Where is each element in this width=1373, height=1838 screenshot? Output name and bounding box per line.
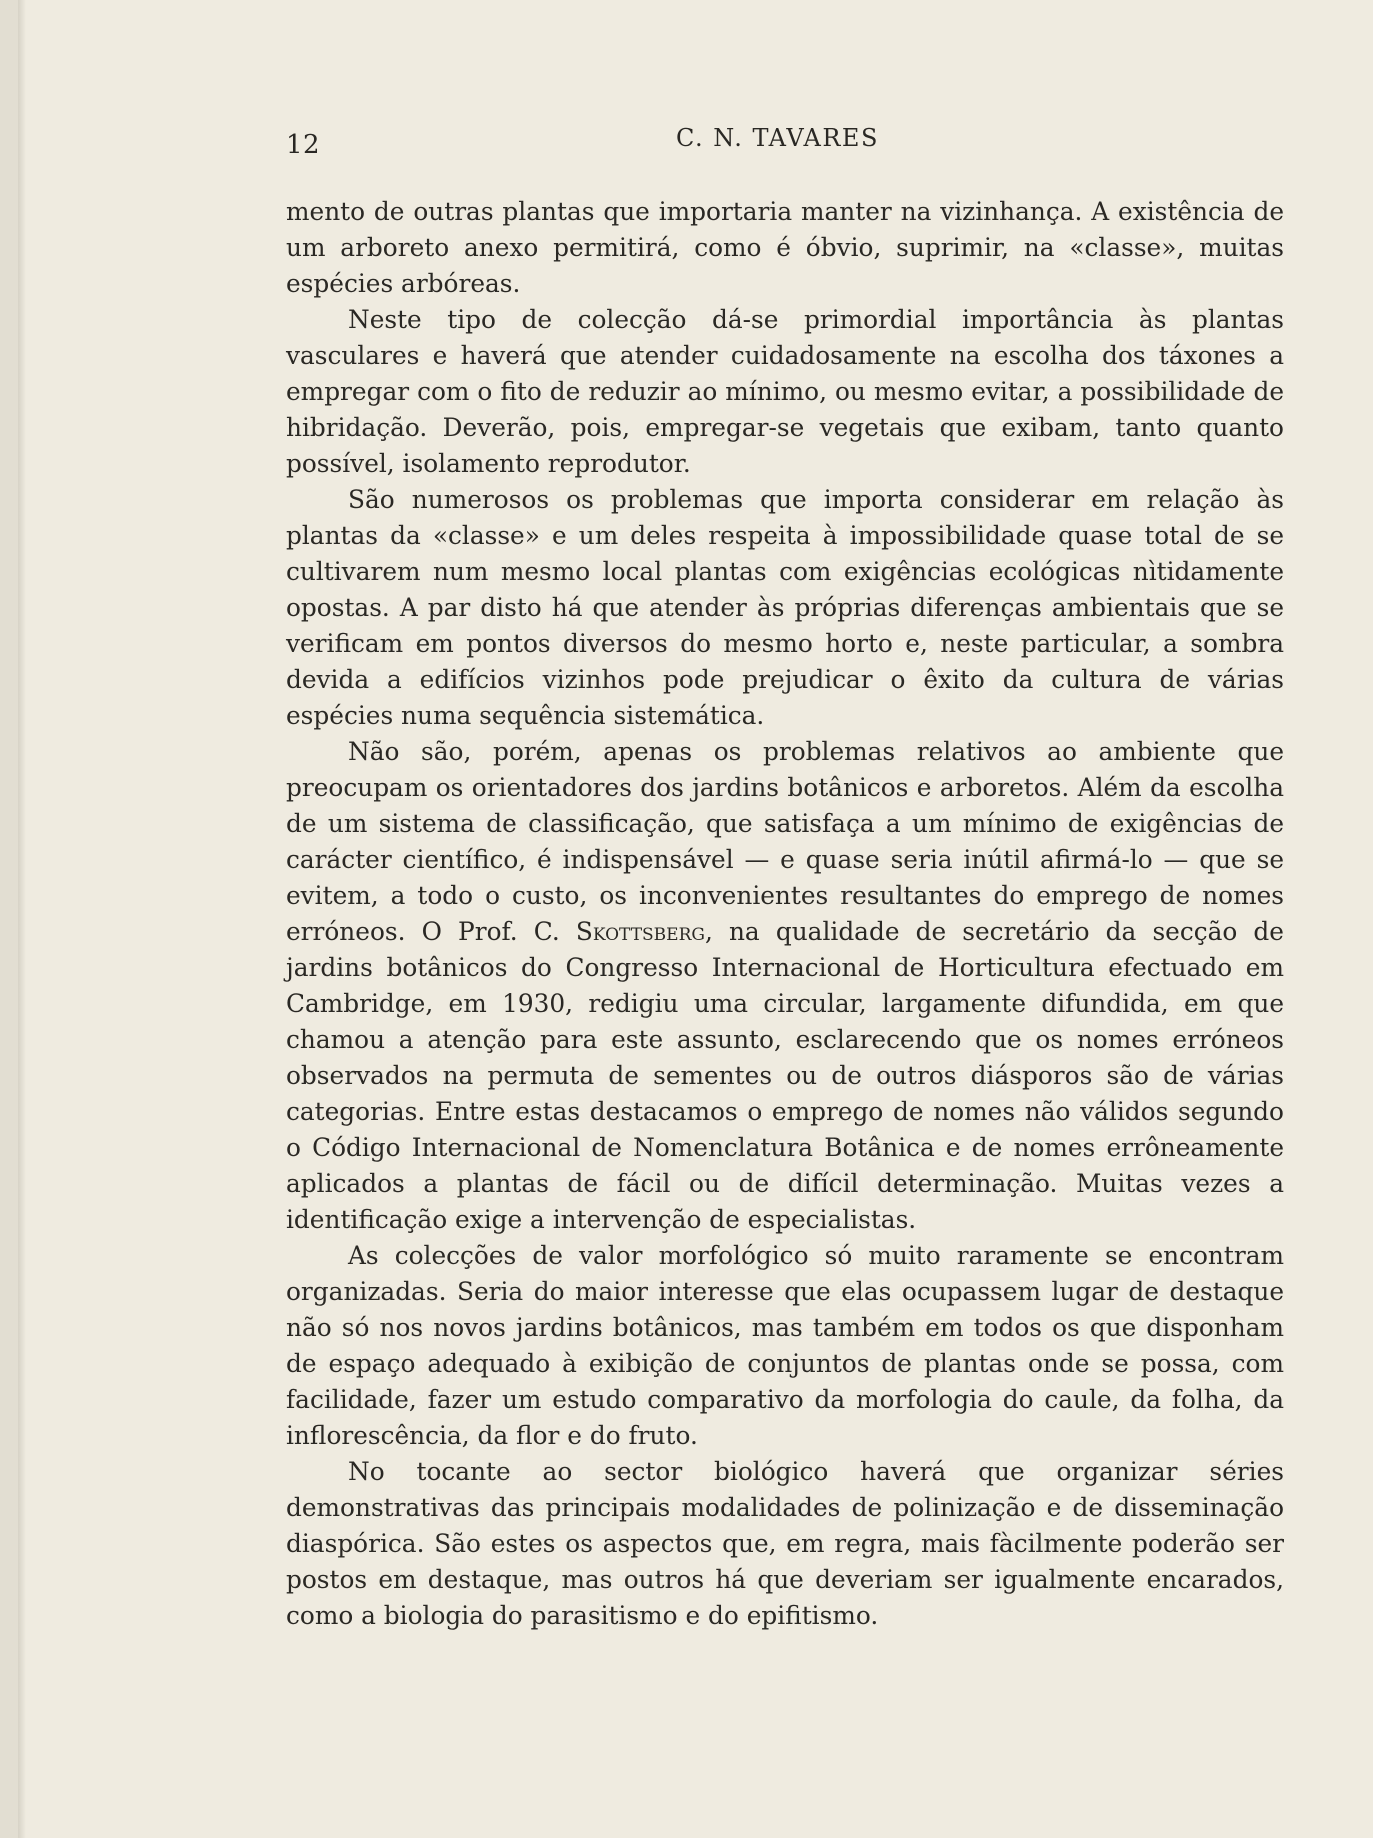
running-title: C. N. TAVARES [676,124,879,152]
running-head [286,122,1266,162]
page-number: 12 [286,130,321,160]
body-text [286,194,1284,1634]
paragraph-3: São numerosos os problemas que importa considerar em relação às plantas da «classe» e um deles respeita à impossibilidade quase total de se cultivarem num mesmo local plantas com exigências ecológicas nìtidamente opostas. A par disto há que atender às próprias diferenças ambientais que se verificam em pontos diversos do mesmo horto e, neste particular, a sombra devida a edifícios vizinhos pode prejudicar o êxito da cultura de várias espécies numa sequência sistemática. [286,485,1284,730]
paragraph-5: As colecções de valor morfológico só muito raramente se encontram organizadas. Seria do maior interesse que elas ocupassem lugar de destaque não só nos novos jardins botânicos, mas também em todos os que disponham de espaço adequado à exibição de conjuntos de plantas onde se possa, com facilidade, fazer um estudo comparativo da morfologia do caule, da folha, da inflorescência, da flor e do fruto. [286,1241,1284,1450]
paragraph-6: No tocante ao sector biológico haverá que organizar séries demonstrativas das principais modalidades de polinização e de disseminação diaspórica. São estes os aspectos que, em regra, mais fàcilmente poderão ser postos em destaque, mas outros há que deveriam ser igualmente encarados, como a biologia do parasitismo e do epifitismo. [286,1457,1284,1630]
paragraph-4 [286,734,1284,1238]
author-name: Skottsberg [575,917,705,946]
paragraph-4-text-before: Não são, porém, apenas os problemas relativos ao ambiente que preocupam os orientadores dos jardins botânicos e arboretos. Além da escolha de um sistema de classificação, que satisfaça a um mínimo de exigências de carácter científico, é indispensável — e quase seria inútil afirmá-lo — que se evitem, a todo o custo, os inconvenientes resultantes do emprego de nomes erróneos. O Prof. C. [286,737,1284,946]
paragraph-2: Neste tipo de colecção dá-se primordial importância às plantas vasculares e haverá que atender cuidadosamente na escolha dos táxones a empregar com o fito de reduzir ao mínimo, ou mesmo evitar, a possibilidade de hibridação. Deverão, pois, empregar-se vegetais que exibam, tanto quanto possível, isolamento reprodutor. [286,305,1284,478]
paragraph-4-text-after: , na qualidade de secretário da secção de jardins botânicos do Congresso Internacional de Horticultura efectuado em Cambridge, em 1930, redigiu uma circular, largamente difundida, em que chamou a atenção para este assunto, esclarecendo que os nomes erróneos observados na permuta de sementes ou de outros diásporos são de várias categorias. Entre estas destacamos o emprego de nomes não válidos segundo o Código Internacional de Nomenclatura Botânica e de nomes errôneamente aplicados a plantas de fácil ou de difícil determinação. Muitas vezes a identificação exige a intervenção de especialistas. [286,917,1284,1234]
paragraph-1: mento de outras plantas que importaria manter na vizinhança. A existência de um arboreto anexo permitirá, como é óbvio, suprimir, na «classe», muitas espécies arbóreas. [286,197,1284,298]
